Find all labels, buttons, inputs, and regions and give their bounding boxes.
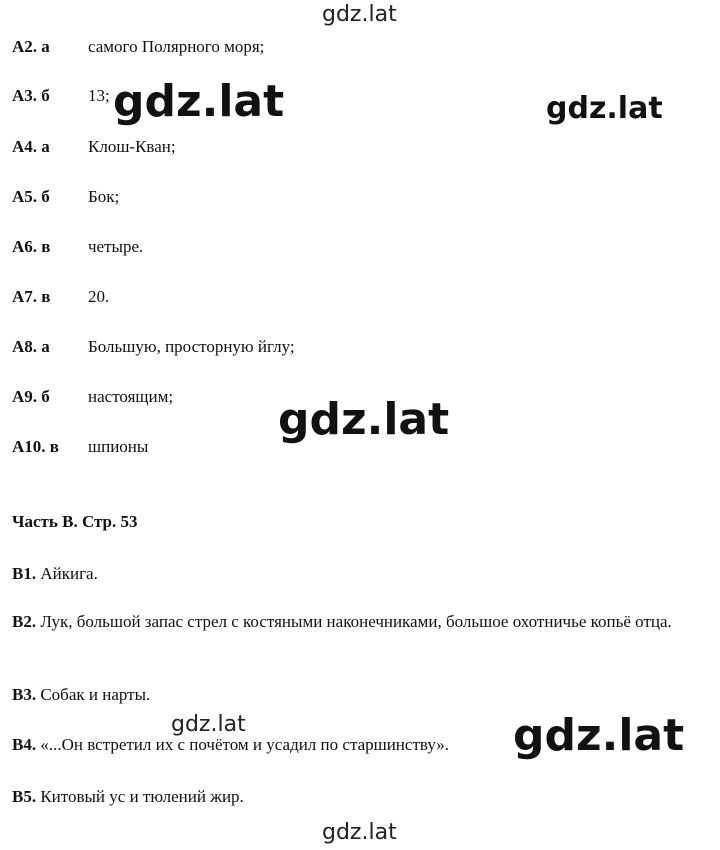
- answer-value: Большую, просторную йглу;: [88, 337, 295, 356]
- answer-key: А5. б: [12, 187, 50, 206]
- answer-value: шпионы: [88, 437, 149, 456]
- answer-key: В2.: [12, 612, 37, 631]
- answer-value: Клош-Кван;: [88, 137, 176, 156]
- answer-key: А10. в: [12, 437, 59, 456]
- answer-value: Бок;: [88, 187, 120, 206]
- answer-row-a10: [12, 436, 148, 458]
- answer-item-b4: [12, 732, 712, 757]
- answer-row-a2: [12, 36, 264, 58]
- answer-row-a3: [12, 85, 110, 107]
- watermark-bottom: gdz.lat: [322, 820, 397, 845]
- answer-key: В5.: [12, 787, 37, 806]
- answer-key: А3. б: [12, 86, 50, 105]
- answer-key: А8. а: [12, 337, 50, 356]
- answer-value: 20.: [88, 287, 110, 306]
- answer-row-a6: [12, 236, 143, 258]
- answer-key: А7. в: [12, 287, 51, 306]
- answer-key: В4.: [12, 735, 37, 754]
- answer-row-a9: [12, 386, 173, 408]
- answer-value: 13;: [88, 86, 110, 105]
- answer-value: Китовый ус и тюлений жир.: [40, 787, 244, 806]
- answer-value: настоящим;: [88, 387, 174, 406]
- answer-item-b2: [12, 609, 712, 634]
- answer-key: А9. б: [12, 387, 50, 406]
- answer-value: самого Полярного моря;: [88, 37, 265, 56]
- answer-key: В3.: [12, 685, 37, 704]
- answer-key: А4. а: [12, 137, 50, 156]
- answer-key: В1.: [12, 564, 37, 583]
- answer-item-b3: [12, 682, 712, 707]
- answer-value: «...Он встретил их с почётом и усадил по старшинству».: [40, 735, 449, 754]
- watermark-lower-big: gdz.lat: [513, 710, 685, 761]
- answer-value: четыре.: [88, 237, 144, 256]
- answer-value: Лук, большой запас стрел с костяными наконечниками, большое охотничье копьё отца.: [40, 612, 672, 631]
- answer-row-a4: [12, 136, 176, 158]
- answer-row-a5: [12, 186, 119, 208]
- answer-row-a7: [12, 286, 109, 308]
- answer-item-b5: [12, 784, 712, 809]
- answer-key: А2. а: [12, 37, 50, 56]
- watermark-center: gdz.lat: [278, 394, 450, 445]
- watermark-lower-small: gdz.lat: [171, 712, 246, 737]
- answer-key: А6. в: [12, 237, 51, 256]
- answer-value: Айкига.: [40, 564, 98, 583]
- watermark-right: gdz.lat: [546, 91, 663, 126]
- watermark-big-left: gdz.lat: [113, 76, 285, 127]
- answer-item-b1: [12, 561, 712, 586]
- section-heading-part-b: Часть В. Стр. 53: [12, 512, 138, 531]
- answer-row-a8: [12, 336, 295, 358]
- answer-value: Собак и нарты.: [40, 685, 151, 704]
- watermark-top: gdz.lat: [322, 2, 397, 27]
